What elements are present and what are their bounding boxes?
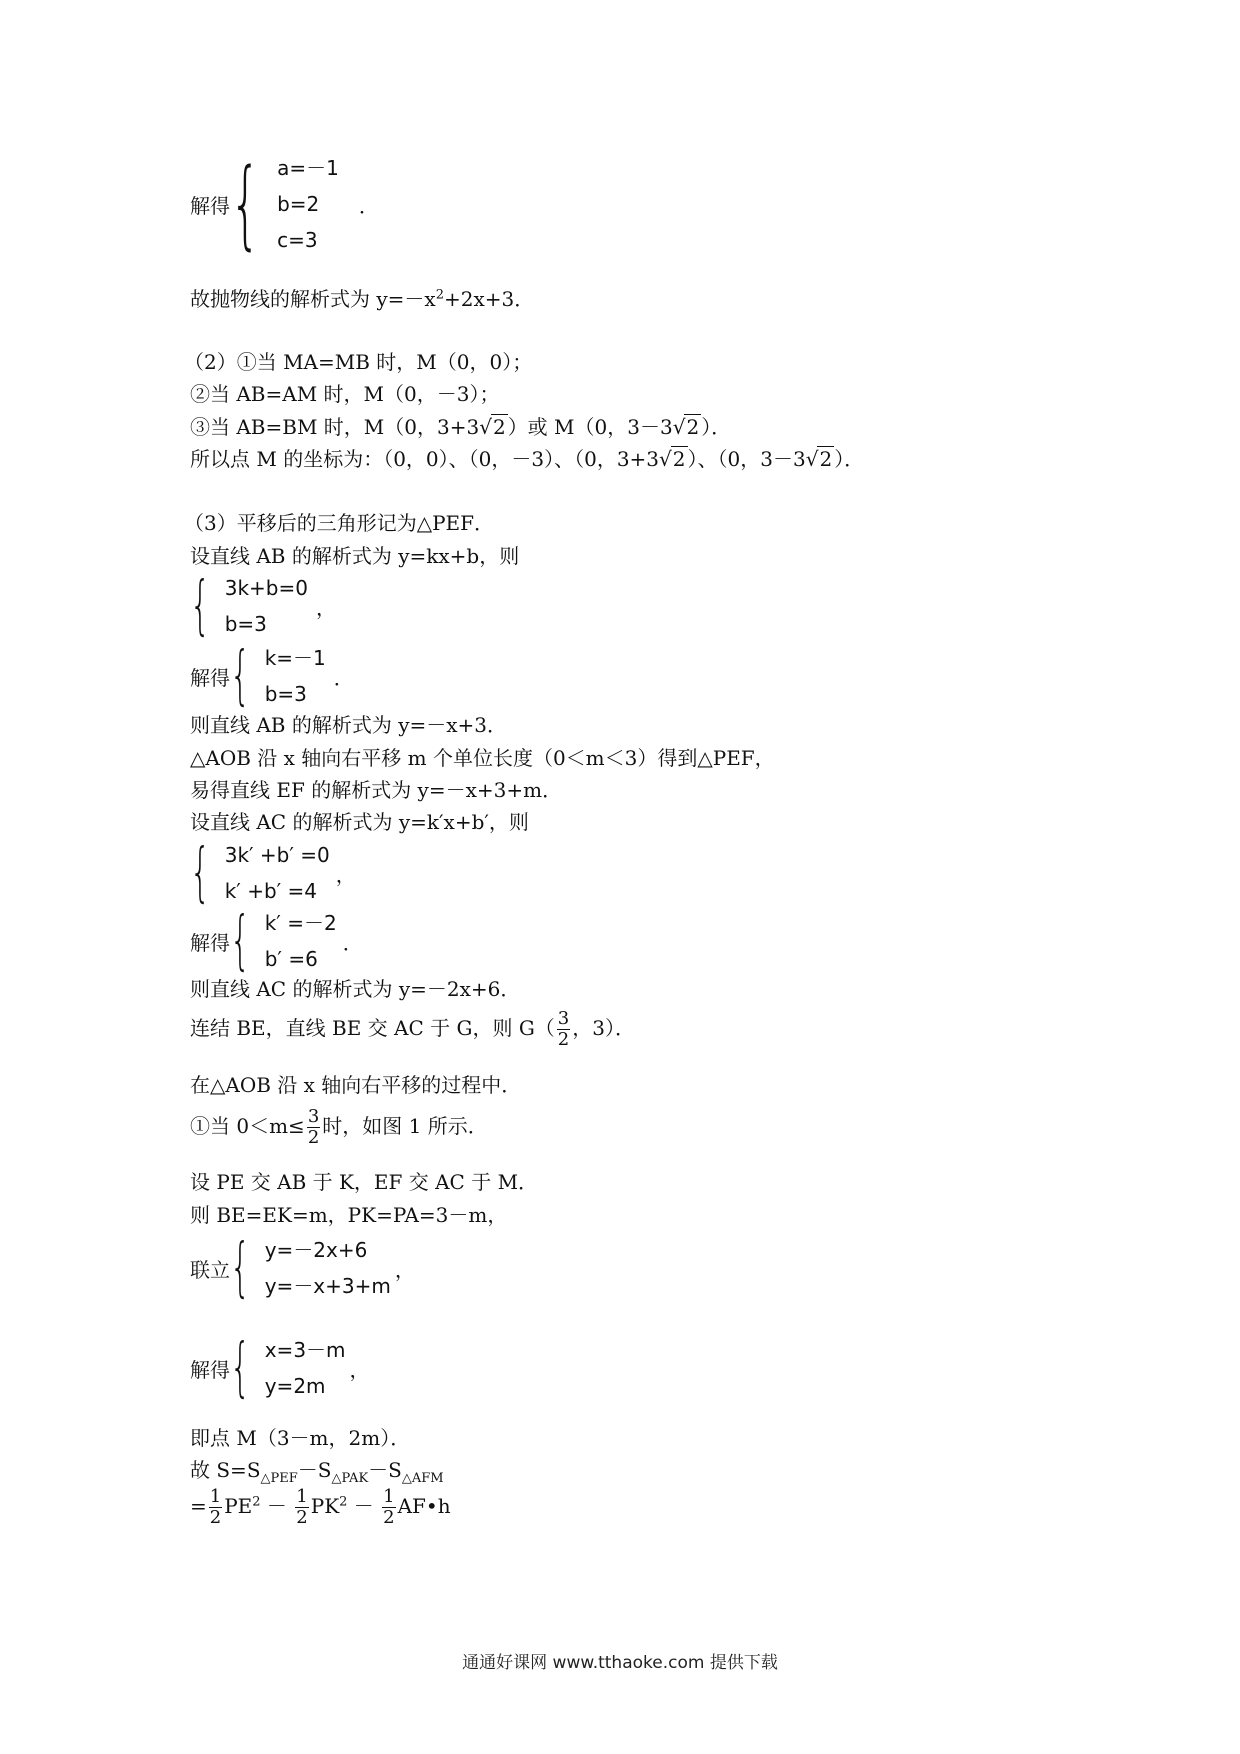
footer-source: 通通好课网 www.tthaoke.com 提供下载 [462,1653,778,1673]
part3-line6: 设直线 AC 的解析式为 y=k′x+b′，则 [190,810,529,834]
part2-line3: ③当 AB=BM 时，M（0，3+3√2 ）或 M（0，3－3√2 ）． [190,415,732,439]
system-lead: 解得 [190,193,230,218]
part3-line4: △AOB 沿 x 轴向右平移 m 个单位长度（0＜m＜3）得到△PEF， [190,746,775,770]
part3-line1: （3）平移后的三角形记为△PEF． [184,511,495,535]
area-expression: 故 $S=S_{\triangle PEF}-S_{\triangle PAK}-S_{\triangle AFM}$ [190,1458,444,1486]
fraction: $\frac{1}{2}$ [296,1486,308,1528]
part3-line3: 则直线 AB 的解析式为 y=－x+3． [190,713,508,737]
equation-system-kb: { 3k+b=0 b=3 ， [190,569,336,643]
part3-line2: 设直线 AB 的解析式为 y=kx+b，则 [190,544,520,568]
part2-line1: （2）①当 MA=MB 时，M（0，0）； [184,350,533,374]
part3-line11: 设 PE 交 AB 于 K，EF 交 AC 于 M． [190,1170,539,1194]
equation-system-kb-prime-solution: 解得 { k′ =－2 b′ =6 ． [190,904,363,978]
equation-system-lines: 联立 { y=－2x+6 y=－x+3+m ， [190,1231,415,1305]
equation-system-kb-prime: { 3k′ +b′ =0 k′ +b′ =4 ， [190,836,356,910]
fraction: $\frac{1}{2}$ [383,1486,395,1528]
left-brace: { [190,836,211,910]
equation-system-abc: 解得 { a=－1 b=2 c=3 ． [190,148,379,260]
area-formula: = $\frac{1}{2}$ $PE^2$ － $\frac{1}{2}$ $PK^2$ － $\frac{1}{2}$ AF•h [190,1486,451,1528]
part2-line4: 所以点 M 的坐标为：（0，0）、（0，－3）、（0，3+3√2 ）、（0，3－3√2 ）． [190,447,865,471]
equation-system-kb-solution: 解得 { k=－1 b=3 ． [190,639,354,713]
part3-line9: 在△AOB 沿 x 轴向右平移的过程中． [190,1073,522,1097]
part2-line2: ②当 AB=AM 时，M（0，－3）； [190,382,500,406]
fraction: $\frac{3}{2}$ [557,1008,570,1050]
part3-line8: 连结 BE，直线 BE 交 AC 于 G，则 G（ $\frac{3}{2}$ ，3）． [190,1008,635,1050]
left-brace: { [230,1231,251,1305]
part3-line5: 易得直线 EF 的解析式为 y=－x+3+m． [190,778,563,802]
left-brace: { [230,639,251,713]
left-brace: { [230,1331,251,1405]
left-brace: { [230,904,251,978]
part3-line12: 则 BE=EK=m，PK=PA=3－m， [190,1203,508,1227]
parabola-line: 故抛物线的解析式为 $y=-x^2+2x+3$． [190,287,535,311]
fraction: $\frac{1}{2}$ [209,1486,222,1528]
fraction: $\frac{3}{2}$ [307,1106,320,1148]
equation-system-lines-solution: 解得 { x=3－m y=2m ， [190,1331,370,1405]
left-brace: { [190,569,211,643]
part3-line13: 即点 M（3－m，2m）． [190,1426,411,1450]
equations: a=－1 b=2 c=3 [277,156,339,252]
left-brace: { [230,148,261,260]
part3-line7: 则直线 AC 的解析式为 y=－2x+6． [190,977,521,1001]
part3-line10: ①当 0＜m≤ $\frac{3}{2}$ 时，如图 1 所示． [190,1106,488,1148]
